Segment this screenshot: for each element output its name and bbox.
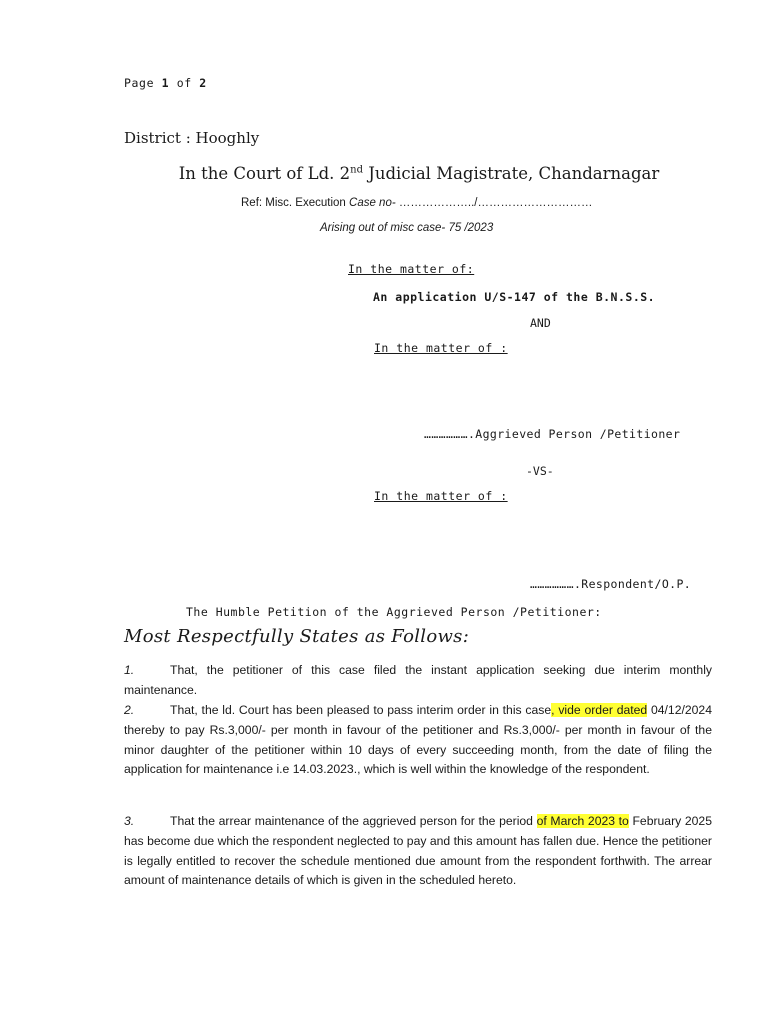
paragraph-2-text-after: 04/12/2024 thereby to pay Rs.3,000/- per month in favour of the petitioner and Rs.3,000/- per month in favour of the minor daughter of the petitioner within 10 days of every succeeding month, from the date of filing the application for maintenance i.e 14.03.2023., which is well within the knowledge of the respondent. xyxy=(124,703,712,777)
page-current: 1 xyxy=(161,76,170,90)
respondent-line: ……………….Respondent/O.P. xyxy=(530,577,692,591)
application-line: An application U/S-147 of the B.N.S.S. xyxy=(373,290,656,304)
paragraph-3-text-before: That the arrear maintenance of the aggrieved person for the period xyxy=(170,814,537,828)
court-sup: nd xyxy=(350,164,363,176)
court-prefix: In the Court of Ld. 2 xyxy=(178,164,351,183)
humble-petition-line: The Humble Petition of the Aggrieved Person /Petitioner: xyxy=(186,605,602,619)
court-suffix: Judicial Magistrate, Chandarnagar xyxy=(363,164,660,183)
paragraph-3-highlight: of March 2023 to xyxy=(536,814,629,828)
paragraph-2-text-before: That, the ld. Court has been pleased to pass interim order in this case xyxy=(170,703,552,717)
matter-heading-1: In the matter of: xyxy=(348,262,475,276)
matter-heading-2: In the matter of : xyxy=(374,341,508,355)
matter-heading-3: In the matter of : xyxy=(374,489,508,503)
page-label: Page xyxy=(124,76,155,90)
most-respectfully-heading: Most Respectfully States as Follows: xyxy=(124,626,470,647)
ref-label: Ref: Misc. Execution xyxy=(241,197,350,209)
paragraph-3-number: 3. xyxy=(124,814,135,828)
page-header xyxy=(124,76,207,90)
reference-line xyxy=(241,197,592,209)
page-of: of xyxy=(176,76,192,90)
arising-line: Arising out of misc case- 75 /2023 xyxy=(320,222,494,234)
ref-case-label: Case no- xyxy=(349,197,396,209)
paragraph-1 xyxy=(124,661,712,701)
paragraph-3 xyxy=(124,812,712,891)
ref-dots: ………………../………………………… xyxy=(395,197,593,209)
court-heading xyxy=(0,164,768,183)
district-heading: District : Hooghly xyxy=(124,129,260,147)
paragraph-3-text-after: February 2025 has become due which the respondent neglected to pay and this amount has fallen due. Hence the petitioner is legally entitled to recover the schedule mentioned due amount from the respondent forthwith. The arrear amount of maintenance details of which is given in the scheduled hereto. xyxy=(124,814,712,888)
paragraph-1-text: That, the petitioner of this case filed the instant application seeking due interim monthly maintenance. xyxy=(124,663,712,697)
paragraph-1-number: 1. xyxy=(124,663,135,677)
versus-text: -VS- xyxy=(526,464,554,478)
page-total: 2 xyxy=(199,76,207,90)
paragraph-2-highlight: , vide order dated xyxy=(551,703,648,717)
paragraph-2 xyxy=(124,701,712,780)
and-text: AND xyxy=(530,316,551,330)
petitioner-line: ……………….Aggrieved Person /Petitioner xyxy=(424,427,681,441)
paragraph-2-number: 2. xyxy=(124,703,135,717)
